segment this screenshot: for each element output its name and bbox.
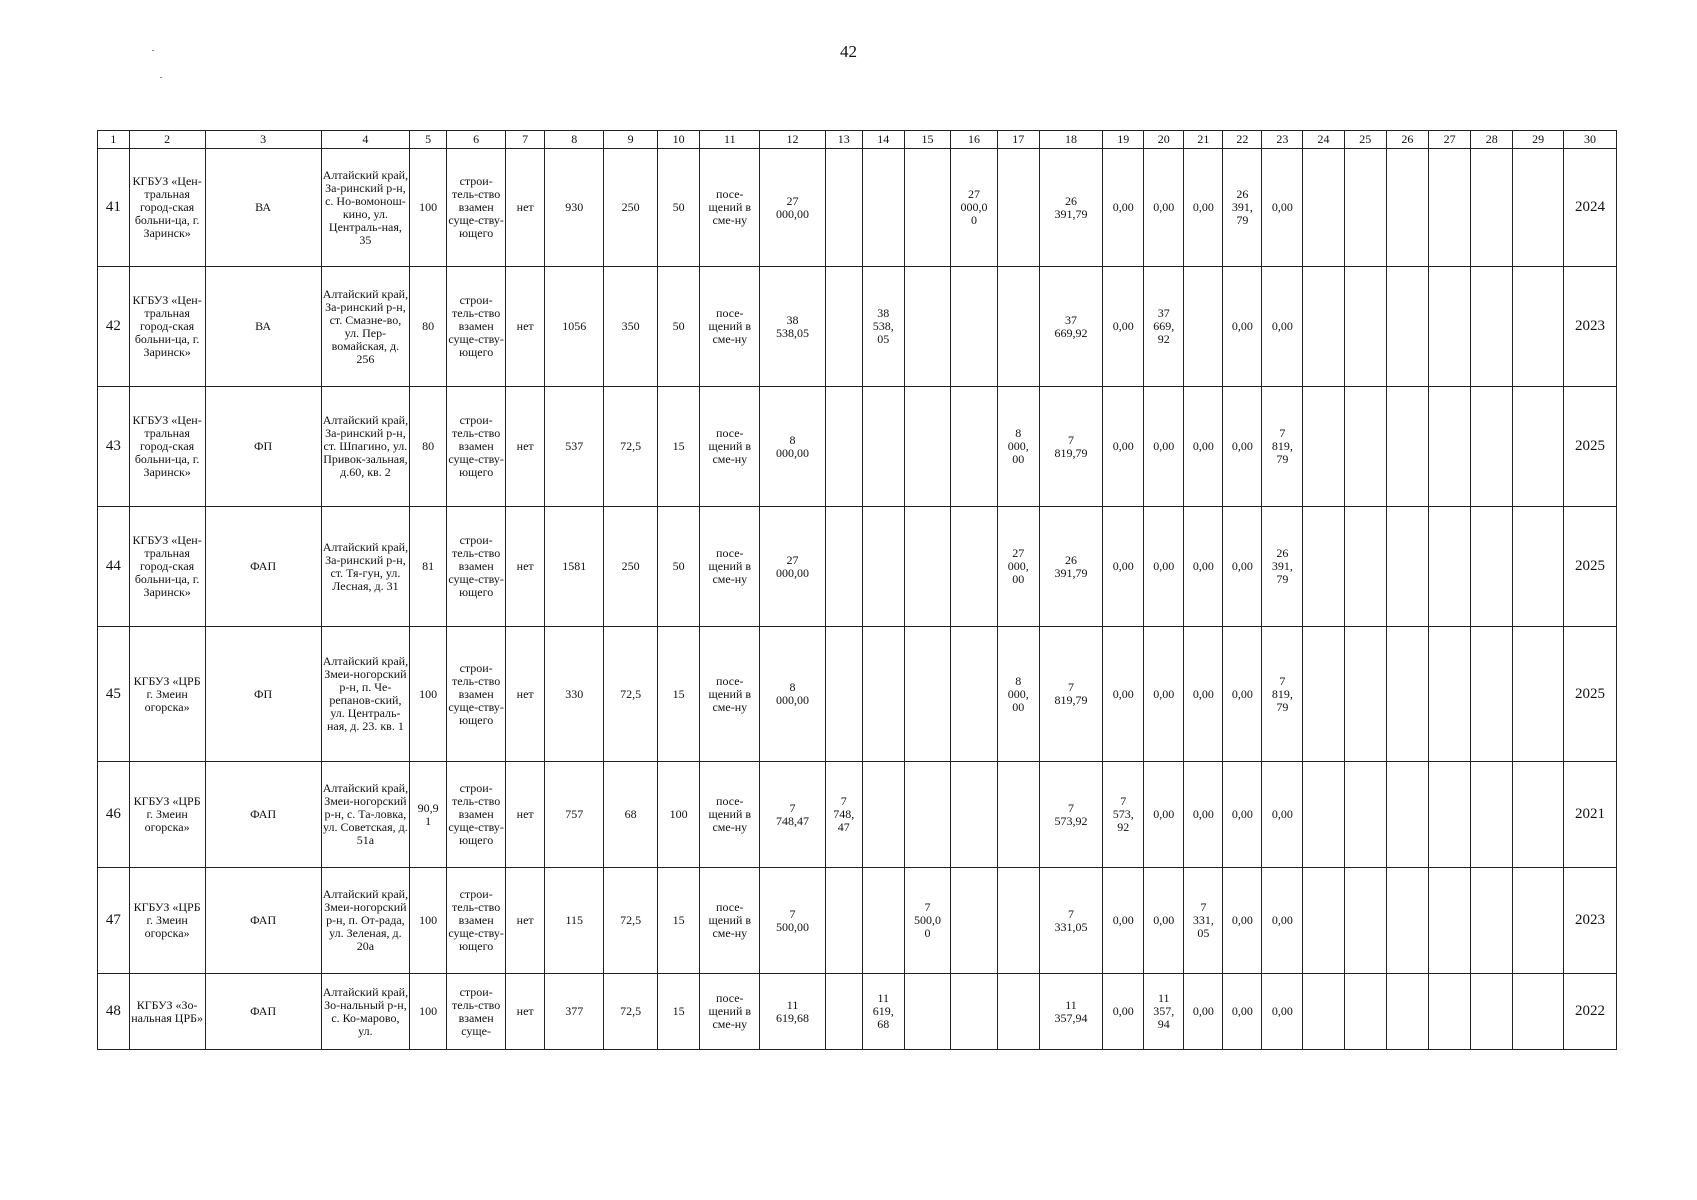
facility-register-table <box>97 130 1617 1050</box>
table-cell-col-29 <box>1513 507 1564 627</box>
table-cell-col-13 <box>825 267 862 387</box>
column-number-16: 16 <box>951 131 997 149</box>
table-cell-col-21: 0,00 <box>1184 149 1223 267</box>
table-cell-col-25 <box>1344 267 1386 387</box>
table-cell-col-5: 90,9 1 <box>410 762 447 868</box>
table-cell-col-17 <box>997 868 1039 974</box>
column-number-24: 24 <box>1303 131 1344 149</box>
table-cell-col-30: 2024 <box>1563 149 1616 267</box>
table-cell-col-13 <box>825 387 862 507</box>
table-cell-col-1: 44 <box>98 507 130 627</box>
table-cell-col-28 <box>1471 974 1513 1050</box>
table-cell-col-12: 8 000,00 <box>760 387 825 507</box>
table-cell-col-22: 0,00 <box>1223 507 1262 627</box>
table-cell-col-30: 2023 <box>1563 868 1616 974</box>
table-cell-col-27 <box>1428 868 1470 974</box>
column-number-21: 21 <box>1184 131 1223 149</box>
table-cell-col-11: посе-щений в сме-ну <box>700 507 760 627</box>
table-cell-col-28 <box>1471 507 1513 627</box>
table-cell-col-10: 50 <box>658 267 700 387</box>
table-cell-col-30: 2025 <box>1563 627 1616 762</box>
table-cell-col-18: 11 357,94 <box>1039 974 1102 1050</box>
column-number-10: 10 <box>658 131 700 149</box>
table-cell-col-11: посе-щений в сме-ну <box>700 868 760 974</box>
table-cell-col-21: 0,00 <box>1184 762 1223 868</box>
table-cell-col-17: 27 000, 00 <box>997 507 1039 627</box>
table-cell-col-16 <box>951 267 997 387</box>
table-cell-col-14: 38 538, 05 <box>862 267 904 387</box>
table-cell-col-17 <box>997 762 1039 868</box>
table-cell-col-29 <box>1513 868 1564 974</box>
table-cell-col-4: Алтайский край, За-ринский р-н, ст. Шпагино, ул. Привок-зальная, д.60, кв. 2 <box>321 387 410 507</box>
table-cell-col-22: 0,00 <box>1223 627 1262 762</box>
table-cell-col-9: 72,5 <box>604 387 658 507</box>
table-cell-col-16 <box>951 868 997 974</box>
table-cell-col-14 <box>862 868 904 974</box>
table-cell-col-23: 0,00 <box>1262 762 1303 868</box>
table-cell-col-26 <box>1386 627 1428 762</box>
table-cell-col-18: 7 573,92 <box>1039 762 1102 868</box>
table-cell-col-5: 100 <box>410 868 447 974</box>
table-cell-col-19: 0,00 <box>1103 267 1144 387</box>
table-row <box>98 149 1617 267</box>
table-cell-col-5: 100 <box>410 974 447 1050</box>
table-cell-col-5: 81 <box>410 507 447 627</box>
table-cell-col-4: Алтайский край, Змеи-ногорский р-н, п. Че-репанов-ский, ул. Централь-ная, д. 23. кв. 1 <box>321 627 410 762</box>
table-cell-col-2: КГБУЗ «ЦРБ г. Змеин огорска» <box>129 762 205 868</box>
table-cell-col-25 <box>1344 387 1386 507</box>
table-cell-col-14 <box>862 387 904 507</box>
table-cell-col-26 <box>1386 762 1428 868</box>
table-cell-col-19: 0,00 <box>1103 149 1144 267</box>
table-cell-col-2: КГБУЗ «Цен-тральная город-ская больни-ца, г. Заринск» <box>129 149 205 267</box>
table-cell-col-15 <box>904 974 950 1050</box>
table-cell-col-21 <box>1184 267 1223 387</box>
table-cell-col-14: 11 619, 68 <box>862 974 904 1050</box>
table-cell-col-4: Алтайский край, За-ринский р-н, с. Но-вомонош-кино, ул. Централь-ная, 35 <box>321 149 410 267</box>
table-cell-col-13 <box>825 507 862 627</box>
table-cell-col-28 <box>1471 149 1513 267</box>
table-cell-col-3: ФП <box>205 387 321 507</box>
table-cell-col-20: 0,00 <box>1144 627 1184 762</box>
table-cell-col-10: 15 <box>658 868 700 974</box>
table-cell-col-18: 7 819,79 <box>1039 627 1102 762</box>
table-cell-col-2: КГБУЗ «Цен-тральная город-ская больни-ца, г. Заринск» <box>129 507 205 627</box>
table-cell-col-26 <box>1386 974 1428 1050</box>
table-cell-col-30: 2021 <box>1563 762 1616 868</box>
table-cell-col-16 <box>951 762 997 868</box>
table-cell-col-8: 1056 <box>545 267 604 387</box>
table-cell-col-28 <box>1471 387 1513 507</box>
table-cell-col-11: посе-щений в сме-ну <box>700 974 760 1050</box>
table-cell-col-14 <box>862 762 904 868</box>
table-cell-col-24 <box>1303 267 1344 387</box>
column-number-5: 5 <box>410 131 447 149</box>
table-cell-col-3: ФАП <box>205 762 321 868</box>
scan-speck <box>152 50 154 51</box>
table-cell-col-24 <box>1303 974 1344 1050</box>
table-cell-col-12: 27 000,00 <box>760 149 825 267</box>
table-cell-col-28 <box>1471 868 1513 974</box>
table-cell-col-3: ФАП <box>205 974 321 1050</box>
table-cell-col-18: 7 819,79 <box>1039 387 1102 507</box>
table-cell-col-25 <box>1344 868 1386 974</box>
table-cell-col-18: 7 331,05 <box>1039 868 1102 974</box>
table-cell-col-20: 0,00 <box>1144 762 1184 868</box>
table-cell-col-23: 26 391, 79 <box>1262 507 1303 627</box>
table-cell-col-13 <box>825 627 862 762</box>
table-cell-col-8: 1581 <box>545 507 604 627</box>
column-number-27: 27 <box>1428 131 1470 149</box>
table-cell-col-27 <box>1428 267 1470 387</box>
table-cell-col-27 <box>1428 387 1470 507</box>
table-cell-col-7: нет <box>506 387 545 507</box>
table-cell-col-17 <box>997 267 1039 387</box>
table-row <box>98 627 1617 762</box>
table-cell-col-28 <box>1471 267 1513 387</box>
column-number-30: 30 <box>1563 131 1616 149</box>
table-cell-col-21: 0,00 <box>1184 507 1223 627</box>
table-cell-col-12: 7 500,00 <box>760 868 825 974</box>
table-cell-col-24 <box>1303 762 1344 868</box>
table-cell-col-11: посе-щений в сме-ну <box>700 149 760 267</box>
column-number-7: 7 <box>506 131 545 149</box>
table-cell-col-9: 72,5 <box>604 868 658 974</box>
table-cell-col-19: 7 573, 92 <box>1103 762 1144 868</box>
table-cell-col-12: 8 000,00 <box>760 627 825 762</box>
table-cell-col-1: 42 <box>98 267 130 387</box>
table-cell-col-24 <box>1303 627 1344 762</box>
column-number-14: 14 <box>862 131 904 149</box>
table-cell-col-30: 2025 <box>1563 507 1616 627</box>
table-cell-col-26 <box>1386 149 1428 267</box>
table-cell-col-11: посе-щений в сме-ну <box>700 627 760 762</box>
table-cell-col-30: 2023 <box>1563 267 1616 387</box>
table-cell-col-17: 8 000, 00 <box>997 627 1039 762</box>
table-cell-col-3: ФАП <box>205 507 321 627</box>
table-cell-col-2: КГБУЗ «Зо-нальная ЦРБ» <box>129 974 205 1050</box>
table-cell-col-25 <box>1344 507 1386 627</box>
table-cell-col-18: 26 391,79 <box>1039 149 1102 267</box>
table-cell-col-19: 0,00 <box>1103 868 1144 974</box>
table-cell-col-30: 2022 <box>1563 974 1616 1050</box>
table-cell-col-3: ФАП <box>205 868 321 974</box>
table-cell-col-23: 0,00 <box>1262 974 1303 1050</box>
table-cell-col-6: строи-тель-ство взамен суще-ству-ющего <box>447 267 506 387</box>
column-number-8: 8 <box>545 131 604 149</box>
table-cell-col-23: 7 819, 79 <box>1262 387 1303 507</box>
table-cell-col-24 <box>1303 868 1344 974</box>
table-cell-col-20: 0,00 <box>1144 507 1184 627</box>
table-cell-col-23: 0,00 <box>1262 149 1303 267</box>
column-number-15: 15 <box>904 131 950 149</box>
column-number-1: 1 <box>98 131 130 149</box>
table-cell-col-20: 37 669, 92 <box>1144 267 1184 387</box>
table-cell-col-21: 0,00 <box>1184 627 1223 762</box>
table-cell-col-29 <box>1513 627 1564 762</box>
table-cell-col-17: 8 000, 00 <box>997 387 1039 507</box>
table-cell-col-5: 80 <box>410 387 447 507</box>
table-body <box>98 149 1617 1050</box>
table-cell-col-10: 100 <box>658 762 700 868</box>
column-number-29: 29 <box>1513 131 1564 149</box>
column-number-2: 2 <box>129 131 205 149</box>
column-number-23: 23 <box>1262 131 1303 149</box>
column-number-20: 20 <box>1144 131 1184 149</box>
table-cell-col-4: Алтайский край, Змеи-ногорский р-н, с. Та-ловка, ул. Советская, д. 51а <box>321 762 410 868</box>
table-row <box>98 507 1617 627</box>
table-cell-col-13 <box>825 149 862 267</box>
table-cell-col-27 <box>1428 974 1470 1050</box>
table-cell-col-29 <box>1513 267 1564 387</box>
table-cell-col-9: 72,5 <box>604 627 658 762</box>
page-number: 42 <box>840 42 857 61</box>
table-cell-col-10: 15 <box>658 627 700 762</box>
table-cell-col-14 <box>862 627 904 762</box>
table-cell-col-24 <box>1303 507 1344 627</box>
table-cell-col-9: 68 <box>604 762 658 868</box>
table-cell-col-12: 7 748,47 <box>760 762 825 868</box>
table-cell-col-22: 0,00 <box>1223 868 1262 974</box>
table-cell-col-20: 0,00 <box>1144 868 1184 974</box>
table-cell-col-23: 7 819, 79 <box>1262 627 1303 762</box>
table-cell-col-1: 41 <box>98 149 130 267</box>
table-cell-col-15 <box>904 762 950 868</box>
table-cell-col-6: строи-тель-ство взамен суще-ству-ющего <box>447 149 506 267</box>
table-cell-col-7: нет <box>506 507 545 627</box>
table-cell-col-22: 0,00 <box>1223 387 1262 507</box>
column-number-17: 17 <box>997 131 1039 149</box>
table-cell-col-30: 2025 <box>1563 387 1616 507</box>
table-cell-col-19: 0,00 <box>1103 507 1144 627</box>
table-cell-col-1: 47 <box>98 868 130 974</box>
table-cell-col-10: 50 <box>658 507 700 627</box>
table-cell-col-9: 250 <box>604 149 658 267</box>
table-row <box>98 974 1617 1050</box>
table-cell-col-15 <box>904 149 950 267</box>
table-cell-col-12: 27 000,00 <box>760 507 825 627</box>
table-cell-col-27 <box>1428 762 1470 868</box>
table-cell-col-8: 377 <box>545 974 604 1050</box>
table-cell-col-13 <box>825 868 862 974</box>
table-cell-col-4: Алтайский край, Змеи-ногорский р-н, п. От-рада, ул. Зеленая, д. 20а <box>321 868 410 974</box>
table-cell-col-2: КГБУЗ «ЦРБ г. Змеин огорска» <box>129 627 205 762</box>
table-cell-col-22: 26 391, 79 <box>1223 149 1262 267</box>
table-cell-col-15 <box>904 387 950 507</box>
table-row <box>98 762 1617 868</box>
table-cell-col-1: 45 <box>98 627 130 762</box>
table-cell-col-29 <box>1513 974 1564 1050</box>
table-cell-col-20: 0,00 <box>1144 149 1184 267</box>
table-cell-col-11: посе-щений в сме-ну <box>700 267 760 387</box>
table-cell-col-7: нет <box>506 149 545 267</box>
table-cell-col-26 <box>1386 387 1428 507</box>
table-cell-col-8: 115 <box>545 868 604 974</box>
table-cell-col-7: нет <box>506 868 545 974</box>
table-cell-col-16 <box>951 507 997 627</box>
column-number-22: 22 <box>1223 131 1262 149</box>
table-cell-col-22: 0,00 <box>1223 974 1262 1050</box>
table-cell-col-7: нет <box>506 974 545 1050</box>
table-cell-col-15: 7 500,0 0 <box>904 868 950 974</box>
table-cell-col-6: строи-тель-ство взамен суще-ству-ющего <box>447 762 506 868</box>
column-number-28: 28 <box>1471 131 1513 149</box>
column-number-13: 13 <box>825 131 862 149</box>
table-cell-col-11: посе-щений в сме-ну <box>700 762 760 868</box>
table-cell-col-5: 100 <box>410 627 447 762</box>
table-cell-col-27 <box>1428 149 1470 267</box>
table-cell-col-15 <box>904 507 950 627</box>
table-cell-col-23: 0,00 <box>1262 267 1303 387</box>
table-cell-col-13 <box>825 974 862 1050</box>
table-cell-col-26 <box>1386 267 1428 387</box>
table-cell-col-25 <box>1344 627 1386 762</box>
table-cell-col-19: 0,00 <box>1103 387 1144 507</box>
table-cell-col-8: 330 <box>545 627 604 762</box>
table-cell-col-26 <box>1386 507 1428 627</box>
column-number-26: 26 <box>1386 131 1428 149</box>
column-number-row <box>98 131 1617 149</box>
table-cell-col-29 <box>1513 149 1564 267</box>
table-cell-col-21: 7 331, 05 <box>1184 868 1223 974</box>
table-cell-col-3: ФП <box>205 627 321 762</box>
table-cell-col-13: 7 748, 47 <box>825 762 862 868</box>
table-cell-col-24 <box>1303 387 1344 507</box>
column-number-11: 11 <box>700 131 760 149</box>
table-cell-col-2: КГБУЗ «Цен-тральная город-ская больни-ца, г. Заринск» <box>129 387 205 507</box>
table-cell-col-8: 537 <box>545 387 604 507</box>
table-cell-col-28 <box>1471 627 1513 762</box>
column-number-9: 9 <box>604 131 658 149</box>
table-cell-col-16 <box>951 974 997 1050</box>
table-cell-col-24 <box>1303 149 1344 267</box>
table-cell-col-17 <box>997 149 1039 267</box>
column-number-25: 25 <box>1344 131 1386 149</box>
table-cell-col-3: ВА <box>205 149 321 267</box>
table-row <box>98 868 1617 974</box>
table-cell-col-1: 46 <box>98 762 130 868</box>
table-cell-col-17 <box>997 974 1039 1050</box>
scan-speck <box>160 77 162 78</box>
table-cell-col-10: 50 <box>658 149 700 267</box>
table-cell-col-16 <box>951 387 997 507</box>
table-cell-col-2: КГБУЗ «ЦРБ г. Змеин огорска» <box>129 868 205 974</box>
table-cell-col-7: нет <box>506 627 545 762</box>
table-cell-col-4: Алтайский край, За-ринский р-н, ст. Тя-гун, ул. Лесная, д. 31 <box>321 507 410 627</box>
table-cell-col-7: нет <box>506 762 545 868</box>
table-cell-col-1: 48 <box>98 974 130 1050</box>
table-cell-col-14 <box>862 507 904 627</box>
column-number-18: 18 <box>1039 131 1102 149</box>
table-cell-col-6: строи-тель-ство взамен суще-ству-ющего <box>447 868 506 974</box>
table-cell-col-22: 0,00 <box>1223 762 1262 868</box>
table-cell-col-14 <box>862 149 904 267</box>
table-cell-col-25 <box>1344 149 1386 267</box>
table-cell-col-23: 0,00 <box>1262 868 1303 974</box>
table-cell-col-9: 72,5 <box>604 974 658 1050</box>
table-cell-col-6: строи-тель-ство взамен суще-ству-ющего <box>447 627 506 762</box>
table-cell-col-10: 15 <box>658 974 700 1050</box>
table-cell-col-21: 0,00 <box>1184 387 1223 507</box>
table-cell-col-5: 100 <box>410 149 447 267</box>
table-row <box>98 387 1617 507</box>
table-row <box>98 267 1617 387</box>
table-cell-col-12: 38 538,05 <box>760 267 825 387</box>
table-cell-col-27 <box>1428 507 1470 627</box>
table-cell-col-25 <box>1344 974 1386 1050</box>
table-cell-col-6: строи-тель-ство взамен суще-ству-ющего <box>447 507 506 627</box>
table-cell-col-18: 26 391,79 <box>1039 507 1102 627</box>
table-cell-col-9: 250 <box>604 507 658 627</box>
table-cell-col-4: Алтайский край, За-ринский р-н, ст. Смазне-во, ул. Пер-вомайская, д. 256 <box>321 267 410 387</box>
table-cell-col-26 <box>1386 868 1428 974</box>
table-cell-col-5: 80 <box>410 267 447 387</box>
table-cell-col-16: 27 000,0 0 <box>951 149 997 267</box>
table-cell-col-7: нет <box>506 267 545 387</box>
table-cell-col-1: 43 <box>98 387 130 507</box>
table-cell-col-25 <box>1344 762 1386 868</box>
column-number-12: 12 <box>760 131 825 149</box>
table-cell-col-19: 0,00 <box>1103 974 1144 1050</box>
table-cell-col-9: 350 <box>604 267 658 387</box>
column-number-3: 3 <box>205 131 321 149</box>
table-cell-col-6: строи-тель-ство взамен суще- <box>447 974 506 1050</box>
column-number-4: 4 <box>321 131 410 149</box>
column-number-6: 6 <box>447 131 506 149</box>
table-cell-col-29 <box>1513 762 1564 868</box>
table-cell-col-28 <box>1471 762 1513 868</box>
table-cell-col-12: 11 619,68 <box>760 974 825 1050</box>
table-cell-col-15 <box>904 267 950 387</box>
table-cell-col-10: 15 <box>658 387 700 507</box>
table-cell-col-3: ВА <box>205 267 321 387</box>
table-cell-col-22: 0,00 <box>1223 267 1262 387</box>
table-cell-col-16 <box>951 627 997 762</box>
table-cell-col-8: 757 <box>545 762 604 868</box>
table-cell-col-11: посе-щений в сме-ну <box>700 387 760 507</box>
table-cell-col-18: 37 669,92 <box>1039 267 1102 387</box>
table-cell-col-29 <box>1513 387 1564 507</box>
table-cell-col-19: 0,00 <box>1103 627 1144 762</box>
table-cell-col-20: 0,00 <box>1144 387 1184 507</box>
table-cell-col-2: КГБУЗ «Цен-тральная город-ская больни-ца, г. Заринск» <box>129 267 205 387</box>
table-cell-col-6: строи-тель-ство взамен суще-ству-ющего <box>447 387 506 507</box>
table-cell-col-20: 11 357, 94 <box>1144 974 1184 1050</box>
table-cell-col-15 <box>904 627 950 762</box>
table-cell-col-27 <box>1428 627 1470 762</box>
table-cell-col-8: 930 <box>545 149 604 267</box>
table-cell-col-4: Алтайский край, Зо-нальный р-н, с. Ко-марово, ул. <box>321 974 410 1050</box>
table-cell-col-21: 0,00 <box>1184 974 1223 1050</box>
column-number-19: 19 <box>1103 131 1144 149</box>
